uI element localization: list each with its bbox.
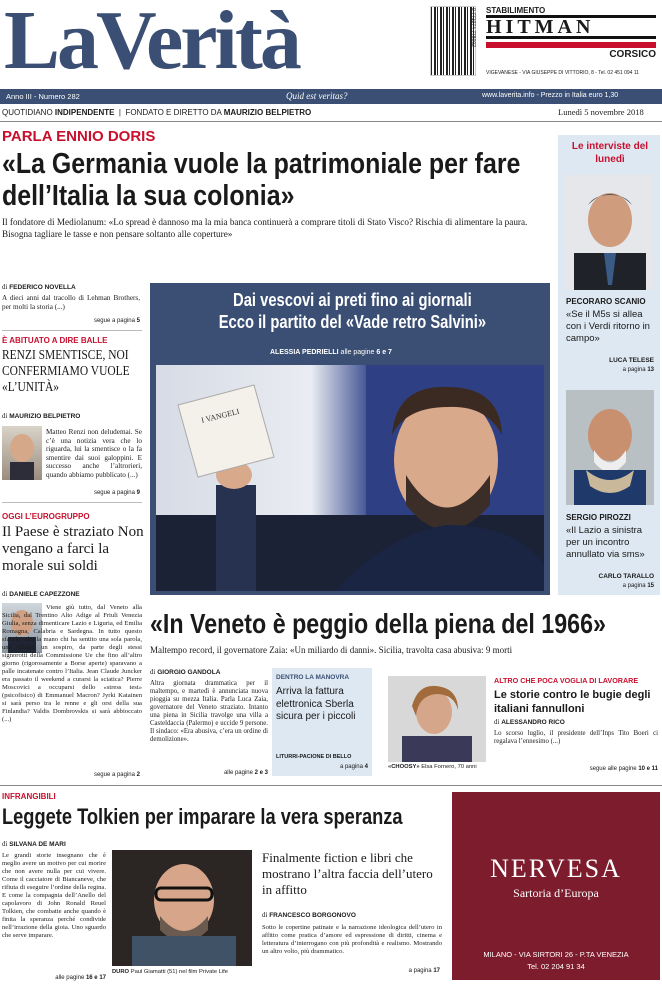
fornero-caption: «CHOOSY» Elsa Fornero, 70 anni	[388, 764, 477, 770]
lead-headline[interactable]: «La Germania vuole la patrimoniale per fare dell’Italia la sua colonia»	[2, 148, 521, 212]
nervesa-tel: Tel. 02 204 91 34	[527, 962, 585, 971]
renzi-text: Matteo Renzi non deludemai. Se c’è una notizia vera che lo riguarda, lui la smentisce o la fa smentire dai suoi galoppini. E successo anche l’altrorieri, quando abbiamo pubblicato (...)	[46, 428, 142, 479]
eurogruppo-headline[interactable]: Il Paese è straziato Non vengano a farci la morale sui soldi	[2, 524, 144, 574]
issue-bar	[0, 89, 662, 104]
salvini-byline: ALESSIA PEDRIELLI alle pagine 6 e 7	[270, 349, 392, 356]
lavorare-headline[interactable]: Le storie contro le bugie degli italiani fannulloni	[494, 689, 651, 715]
tolkien-headline[interactable]: Leggete Tolkien per imparare la vera speranza	[2, 804, 403, 829]
fiction-page[interactable]: a pagina 17	[408, 968, 440, 974]
salvini-box[interactable]	[150, 283, 550, 595]
belpietro-photo	[2, 426, 42, 480]
site-price[interactable]: www.laverita.info - Prezzo in Italia euro 1,30	[482, 92, 619, 99]
nervesa-sub: Sartoria d’Europa	[513, 886, 599, 900]
salvini-headline-2: Ecco il partito del «Vade retro Salvini»	[218, 312, 487, 332]
eurogruppo-text: Viene giù tutto, dal Veneto alla Sicilia, dal Trentino Alto Adige al Friuli Venezia Giulia, senza dimenticare Lazio e Liguria, ed Emilia Romagna, Calabria e Sardegna. In tutto questo sfacelo, alzi la mano chi ha sentito una sola parola, una sillaba, un sospiro, da parte degli stessi signorotti della Commissione Ue che fino all’altro giorno (rigorosamente a Borse aperte) sparavano a palle incatenate contro l’Italia. Jean Claude Juncker era passato il weekend a curarsi la sciatica? Pierre Moscovici a occuparsi dello «stress test» (psicofisico) di Emmanuel Macron? Jyrki Katainen si sarà perso tra le renne e gli orsi della sua Finlandia? Valdis Dombrovskis si sarà abbioccato (...)	[2, 604, 142, 723]
manovra-text: Arriva la fattura elettronica Sberla sicura per i piccoli	[276, 686, 356, 722]
veneto-headline[interactable]: «In Veneto è peggio della piena del 1966»	[150, 608, 606, 639]
veneto-byline: di GIORGIO GANDOLA	[150, 668, 221, 676]
salvini-headline-1: Dai vescovi ai preti fino ai giornali	[233, 290, 472, 310]
eurogruppo-byline: di DANIELE CAPEZZONE	[2, 590, 80, 598]
pirozzi-photo	[566, 390, 654, 505]
lead-kicker: PARLA ENNIO DORIS	[2, 128, 156, 145]
interviews-title: Le interviste del lunedì	[571, 141, 649, 165]
fiction-headline[interactable]: Finalmente fiction e libri che mostrano l’altra faccia dell’utero in affitto	[262, 850, 433, 897]
book-title: I VANGELI	[200, 406, 241, 425]
lavorare-text: Lo scorso luglio, il presidente dell’Inps Tito Boeri ci regalava l’ennesimo (...)	[494, 730, 658, 745]
pecoraro-name: PECORARO SCANIO	[566, 297, 646, 306]
issue-number: Anno III - Numero 282	[6, 92, 80, 101]
renzi-headline[interactable]: RENZI SMENTISCE, NOI CONFERMIAMO VUOLE «L’UNITÀ»	[2, 348, 130, 395]
nervesa-ad[interactable]	[452, 792, 660, 980]
pirozzi-quote[interactable]: «Il Lazio a sinistra per un incontro annullato via sms»	[566, 525, 645, 560]
salvini-photo	[156, 365, 544, 591]
eurogruppo-follow[interactable]: segue a pagina 2	[93, 772, 140, 778]
giamatti-caption: DURO Paul Giamatti (51) nel film Private Life	[112, 969, 228, 975]
barcode-digits: 9 771974 778002	[470, 8, 476, 47]
masthead-title[interactable]: LaVerità	[4, 0, 299, 87]
lead-text: A dieci anni dal tracollo di Lehman Brothers, per molti la storia (...)	[2, 294, 140, 311]
lavorare-kicker: ALTRO CHE POCA VOGLIA DI LAVORARE	[494, 676, 639, 685]
fiction-text: Sotto le copertine patinate e la narrazione ideologica dell’utero in affitto come pratica d’amore ed espressione di diritti, cinema e letteratura d’interrogano con più profondità e realismo. Mostrando un altro volto, più drammatico.	[262, 924, 442, 955]
lead-summary: Il fondatore di Mediolanum: «Lo spread è dannoso ma la mia banca continuerà a comprare titoli di Stato Visco? Rischia di alimentare la paura. Bisogna tagliare le tasse e non pensare soltanto alle coperture»	[2, 217, 528, 239]
hitman-ad-stripe	[486, 42, 656, 48]
tolkien-follow[interactable]: alle pagine 16 e 17	[55, 975, 106, 981]
tolkien-byline: di SILVANA DE MARI	[2, 840, 66, 848]
pirozzi-page[interactable]: a pagina 15	[622, 583, 654, 589]
veneto-summary: Maltempo record, il governatore Zaia: «Un miliardo di danni». Sicilia, travolta casa abusiva: 9 morti	[150, 645, 513, 655]
nervesa-brand: NERVESA	[490, 854, 622, 883]
veneto-follow[interactable]: alle pagine 2 e 3	[223, 770, 268, 776]
renzi-follow[interactable]: segue a pagina 9	[93, 490, 140, 496]
motto: Quid est veritas?	[286, 91, 348, 101]
manovra-page[interactable]: a pagina 4	[339, 764, 368, 770]
tolkien-kicker: INFRANGIBILI	[2, 792, 56, 801]
pirozzi-name: SERGIO PIROZZI	[566, 513, 631, 522]
issue-date: Lunedì 5 novembre 2018	[558, 107, 644, 117]
nervesa-address: MILANO - VIA SIRTORI 26 - P.TA VENEZIA	[483, 950, 629, 959]
hitman-ad[interactable]	[486, 6, 656, 78]
manovra-kicker: DENTRO LA MANOVRA	[276, 674, 350, 681]
hitman-ad-city: CORSICO	[609, 49, 656, 60]
renzi-byline: di MAURIZIO BELPIETRO	[2, 412, 81, 420]
eurogruppo-kicker: OGGI L’EUROGRUPPO	[2, 512, 90, 521]
lead-follow[interactable]: segue a pagina 5	[93, 318, 140, 324]
pecoraro-byline: LUCA TELESE	[609, 357, 654, 364]
fornero-photo	[388, 676, 486, 762]
renzi-kicker: È ABITUATO A DIRE BALLE	[2, 336, 108, 345]
fiction-byline: di FRANCESCO BORGONOVO	[262, 911, 356, 919]
lavorare-follow[interactable]: segue alle pagine 10 e 11	[589, 766, 658, 772]
founder-line: QUOTIDIANO INDIPENDENTE | FONDATO E DIRETTO DA MAURIZIO BELPIETRO	[2, 108, 312, 117]
lavorare-byline: di ALESSANDRO RICO	[494, 718, 565, 726]
tolkien-text: Le grandi storie insegnano che è meglio avere un motivo per cui morire che non avere nulla per cui vivere. Come il cacciatore di Biancaneve, che rifiuta di eseguire l’ordine della regina. E come la compagnia dell’Anello del capolavoro di John Ronald Reuel Tolkien, che combatte anche quando è finita la speranza perché condivide nell’irrazione della gioia. Uno sguardo che serve imparare.	[2, 852, 106, 939]
veneto-text: Altra giornata drammatica per il maltempo, e martedì è annunciata nuova pioggia su mezza Italia. Parla Luca Zaia, governatore del Veneto straziato. Intanto una piena in Sicilia travolge una villa a Casteldaccia (Palermo) e uccide 9 persone. Il sindaco: «Era abusiva, c’era un ordine di demolizione».	[150, 680, 268, 743]
hitman-ad-top: STABILIMENTO	[486, 6, 546, 15]
giamatti-photo	[112, 850, 252, 966]
pecoraro-quote[interactable]: «Se il M5s si allea con i Verdi ritorno in campo»	[566, 309, 650, 344]
pirozzi-byline: CARLO TARALLO	[598, 573, 654, 580]
lead-byline: di FEDERICO NOVELLA	[2, 283, 76, 291]
manovra-bylines: LITURRI-PACIONE DI BELLO	[276, 754, 352, 760]
pecoraro-photo	[566, 175, 654, 290]
hitman-ad-brand: HITMAN	[486, 15, 656, 39]
pecoraro-page[interactable]: a pagina 13	[622, 367, 654, 373]
hitman-ad-address: VIGEVANESE - VIA GIUSEPPE DI VITTORIO, 8 - Tel. 02 451 094 11	[486, 70, 640, 76]
